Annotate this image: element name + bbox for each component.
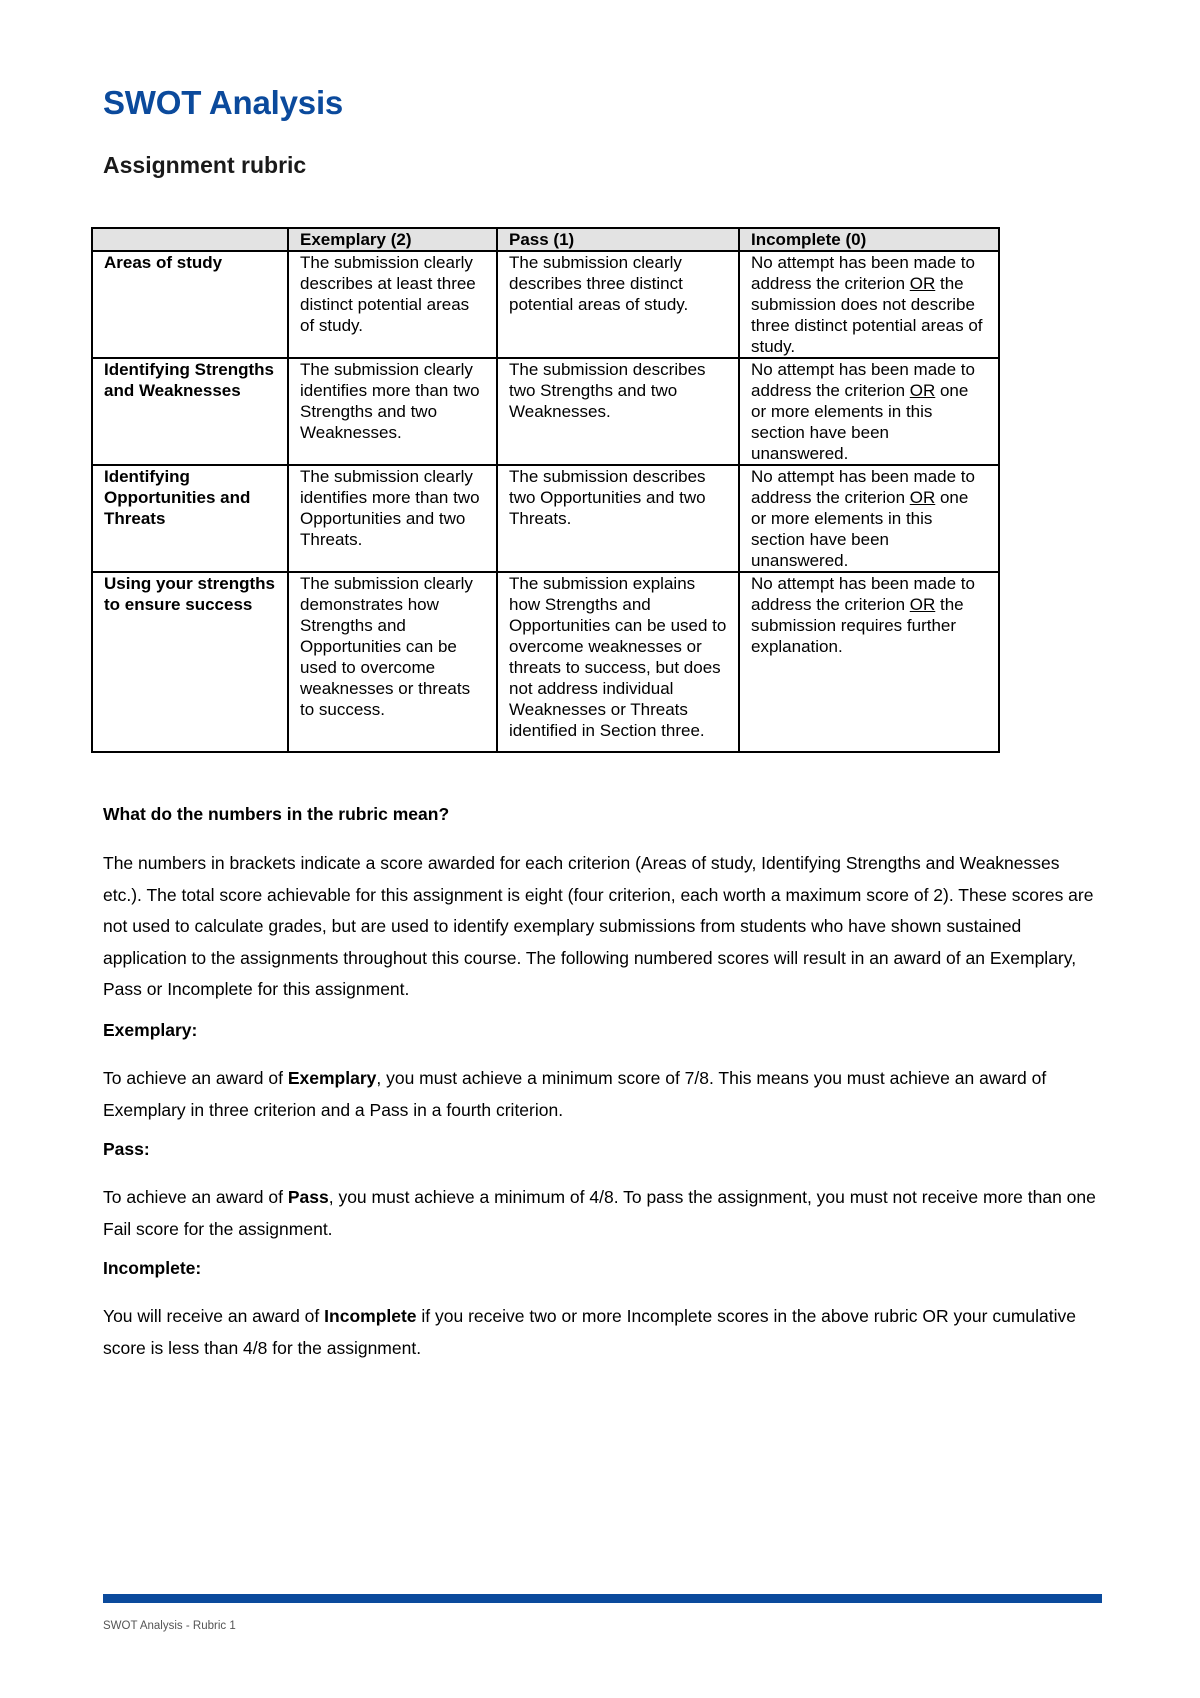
rubric-row-areas-of-study bbox=[92, 251, 999, 358]
or-underlined: OR bbox=[909, 488, 936, 507]
rubric-header-row bbox=[92, 228, 999, 251]
pass-cell: The submission explains how Strengths and Opportunities can be used to overcome weaknesses or threats to success, but does not address individual Weaknesses or Threats identified in Section three. bbox=[497, 572, 739, 752]
header-cell-pass: Pass (1) bbox=[497, 228, 739, 251]
footer-divider-bar bbox=[103, 1594, 1102, 1603]
pass-paragraph bbox=[103, 1182, 1103, 1245]
header-cell-criterion bbox=[92, 228, 288, 251]
rubric-row-opportunities-threats bbox=[92, 465, 999, 572]
or-underlined: OR bbox=[909, 381, 936, 400]
incomplete-text-before: No attempt has been made to address the criterion bbox=[751, 360, 975, 400]
incomplete-cell bbox=[739, 358, 999, 465]
pass-text-before: To achieve an award of bbox=[103, 1187, 288, 1207]
incomplete-bold: Incomplete bbox=[324, 1306, 417, 1326]
incomplete-text-after: the submission does not describe three distinct potential areas of study. bbox=[751, 274, 983, 356]
pass-bold: Pass bbox=[287, 1187, 329, 1207]
incomplete-paragraph bbox=[103, 1301, 1103, 1364]
incomplete-text-before: No attempt has been made to address the criterion bbox=[751, 253, 975, 293]
exemplary-text-before: To achieve an award of bbox=[103, 1068, 288, 1088]
criterion-cell: Identifying Opportunities and Threats bbox=[92, 465, 288, 572]
pass-cell: The submission describes two Strengths and two Weaknesses. bbox=[497, 358, 739, 465]
footer-label: SWOT Analysis - Rubric 1 bbox=[103, 1620, 236, 1632]
exemplary-heading: Exemplary: bbox=[103, 1020, 198, 1040]
rubric-question-heading: What do the numbers in the rubric mean? bbox=[103, 804, 450, 824]
criterion-cell: Using your strengths to ensure success bbox=[92, 572, 288, 752]
document-title: SWOT Analysis bbox=[103, 84, 344, 121]
or-underlined: OR bbox=[909, 274, 936, 293]
header-cell-exemplary: Exemplary (2) bbox=[288, 228, 497, 251]
rubric-row-strengths-weaknesses bbox=[92, 358, 999, 465]
rubric-row-using-strengths bbox=[92, 572, 999, 752]
incomplete-text-before: No attempt has been made to address the criterion bbox=[751, 467, 975, 507]
incomplete-text-after: if you receive two or more Incomplete scores in the above rubric OR your cumulative score is less than 4/8 for the assignment. bbox=[103, 1306, 1076, 1358]
criterion-cell: Identifying Strengths and Weaknesses bbox=[92, 358, 288, 465]
pass-cell: The submission clearly describes three distinct potential areas of study. bbox=[497, 251, 739, 358]
exemplary-cell: The submission clearly identifies more than two Strengths and two Weaknesses. bbox=[288, 358, 497, 465]
incomplete-text-after: one or more elements in this section have been unanswered. bbox=[751, 488, 969, 570]
criterion-cell: Areas of study bbox=[92, 251, 288, 358]
incomplete-text-before: You will receive an award of bbox=[103, 1306, 325, 1326]
exemplary-cell: The submission clearly demonstrates how Strengths and Opportunities can be used to overcome weaknesses or threats to success. bbox=[288, 572, 497, 752]
rubric-table bbox=[91, 227, 1000, 753]
incomplete-text-before: No attempt has been made to address the criterion bbox=[751, 574, 975, 614]
exemplary-cell: The submission clearly identifies more than two Opportunities and two Threats. bbox=[288, 465, 497, 572]
incomplete-heading: Incomplete: bbox=[103, 1258, 202, 1278]
pass-text-after: , you must achieve a minimum of 4/8. To pass the assignment, you must not receive more than one Fail score for the assignment. bbox=[103, 1187, 1096, 1239]
incomplete-text-after: one or more elements in this section have been unanswered. bbox=[751, 381, 969, 463]
incomplete-text-after: the submission requires further explanation. bbox=[751, 595, 964, 656]
pass-cell: The submission describes two Opportunities and two Threats. bbox=[497, 465, 739, 572]
exemplary-bold: Exemplary bbox=[287, 1068, 377, 1088]
or-underlined: OR bbox=[909, 595, 936, 614]
incomplete-cell bbox=[739, 251, 999, 358]
pass-heading: Pass: bbox=[103, 1139, 150, 1159]
exemplary-paragraph bbox=[103, 1063, 1103, 1126]
header-cell-incomplete: Incomplete (0) bbox=[739, 228, 999, 251]
rubric-explanation-paragraph: The numbers in brackets indicate a score awarded for each criterion (Areas of study, Identifying Strengths and Weaknesses etc.). The total score achievable for this assignment is eight (four criterion, each worth a maximum score of 2). These scores are not used to calculate grades, but are used to identify exemplary submissions from students who have shown sustained application to the assignments throughout this course. The following numbered scores will result in an award of an Exemplary, Pass or Incomplete for this assignment. bbox=[103, 853, 1094, 999]
document-subtitle: Assignment rubric bbox=[103, 152, 307, 178]
exemplary-cell: The submission clearly describes at least three distinct potential areas of study. bbox=[288, 251, 497, 358]
incomplete-cell bbox=[739, 465, 999, 572]
exemplary-text-after: , you must achieve a minimum score of 7/8. This means you must achieve an award of Exemplary in three criterion and a Pass in a fourth criterion. bbox=[103, 1068, 1047, 1120]
incomplete-cell bbox=[739, 572, 999, 752]
